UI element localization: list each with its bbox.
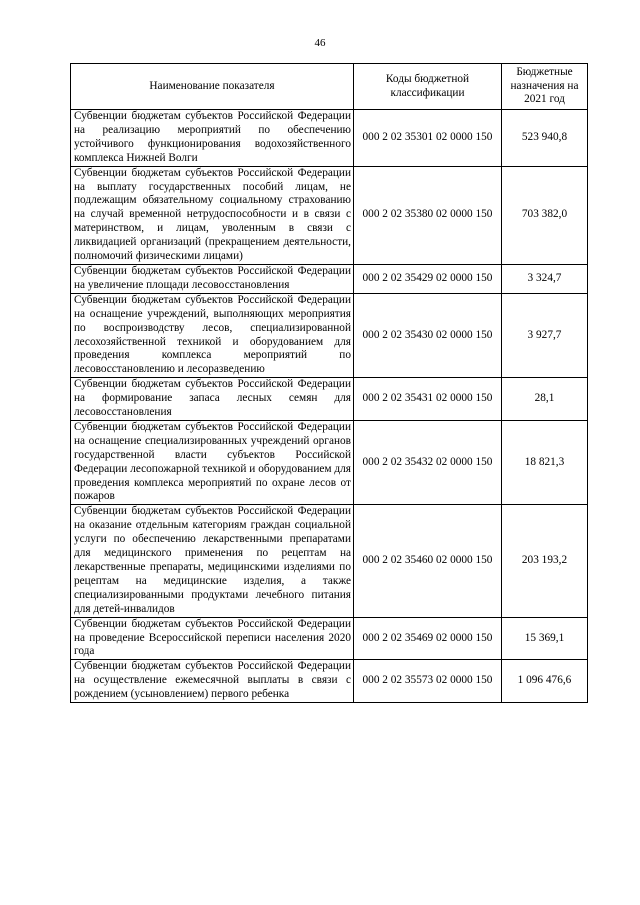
row-amount: 203 193,2 <box>502 505 588 617</box>
table-header-row <box>71 64 588 110</box>
row-name: Субвенции бюджетам субъектов Российской Федерации на оказание отдельным категориям граждан социальной услуги по обеспечению лекарственными препаратами для медицинского применения по рецептам на лекарственные препараты, медицинскими изделиями по рецептам на медицинские изделия, а также специализированными продуктами лечебного питания для детей-инвалидов <box>71 505 354 617</box>
row-amount: 3 324,7 <box>502 264 588 293</box>
row-name: Субвенции бюджетам субъектов Российской Федерации на проведение Всероссийской переписи населения 2020 года <box>71 617 354 660</box>
row-code: 000 2 02 35301 02 0000 150 <box>354 110 502 167</box>
row-name: Субвенции бюджетам субъектов Российской Федерации на реализацию мероприятий по обеспечению устойчивого функционирования водохозяйственного комплекса Нижней Волги <box>71 110 354 167</box>
row-amount: 703 382,0 <box>502 166 588 264</box>
row-code: 000 2 02 35430 02 0000 150 <box>354 293 502 377</box>
row-code: 000 2 02 35460 02 0000 150 <box>354 505 502 617</box>
row-amount: 1 096 476,6 <box>502 660 588 703</box>
header-amount: Бюджетные назначения на 2021 год <box>502 64 588 110</box>
table-row <box>71 378 588 421</box>
row-name: Субвенции бюджетам субъектов Российской Федерации на оснащение специализированных учреждений органов государственной власти субъектов Российской Федерации лесопожарной техникой и оборудованием для проведения комплекса мероприятий по охране лесов от пожаров <box>71 420 354 504</box>
row-amount: 18 821,3 <box>502 420 588 504</box>
row-code: 000 2 02 35431 02 0000 150 <box>354 378 502 421</box>
row-amount: 15 369,1 <box>502 617 588 660</box>
row-amount: 28,1 <box>502 378 588 421</box>
row-name: Субвенции бюджетам субъектов Российской Федерации на увеличение площади лесовосстановления <box>71 264 354 293</box>
row-name: Субвенции бюджетам субъектов Российской Федерации на оснащение учреждений, выполняющих мероприятия по воспроизводству лесов, специализированной лесохозяйственной техникой и оборудованием для проведения комплекса мероприятий по лесовосстановлению и лесоразведению <box>71 293 354 377</box>
row-amount: 523 940,8 <box>502 110 588 167</box>
table-row <box>71 660 588 703</box>
table-row <box>71 166 588 264</box>
table-row <box>71 420 588 504</box>
page-number: 46 <box>314 37 326 49</box>
header-code: Коды бюджетной классификации <box>354 64 502 110</box>
row-code: 000 2 02 35432 02 0000 150 <box>354 420 502 504</box>
row-code: 000 2 02 35573 02 0000 150 <box>354 660 502 703</box>
table-row <box>71 293 588 377</box>
table-row <box>71 505 588 617</box>
row-code: 000 2 02 35469 02 0000 150 <box>354 617 502 660</box>
row-amount: 3 927,7 <box>502 293 588 377</box>
row-name: Субвенции бюджетам субъектов Российской Федерации на осуществление ежемесячной выплаты в связи с рождением (усыновлением) первого ребенка <box>71 660 354 703</box>
header-name: Наименование показателя <box>71 64 354 110</box>
row-name: Субвенции бюджетам субъектов Российской Федерации на формирование запаса лесных семян для лесовосстановления <box>71 378 354 421</box>
row-name: Субвенции бюджетам субъектов Российской Федерации на выплату государственных пособий лицам, не подлежащим обязательному социальному страхованию на случай временной нетрудоспособности и в связи с материнством, и лицам, уволенным в связи с ликвидацией организаций (прекращением деятельности, полномочий физическими лицами) <box>71 166 354 264</box>
table-row <box>71 617 588 660</box>
table-row <box>71 110 588 167</box>
row-code: 000 2 02 35380 02 0000 150 <box>354 166 502 264</box>
row-code: 000 2 02 35429 02 0000 150 <box>354 264 502 293</box>
table-row <box>71 264 588 293</box>
budget-table <box>70 63 588 703</box>
